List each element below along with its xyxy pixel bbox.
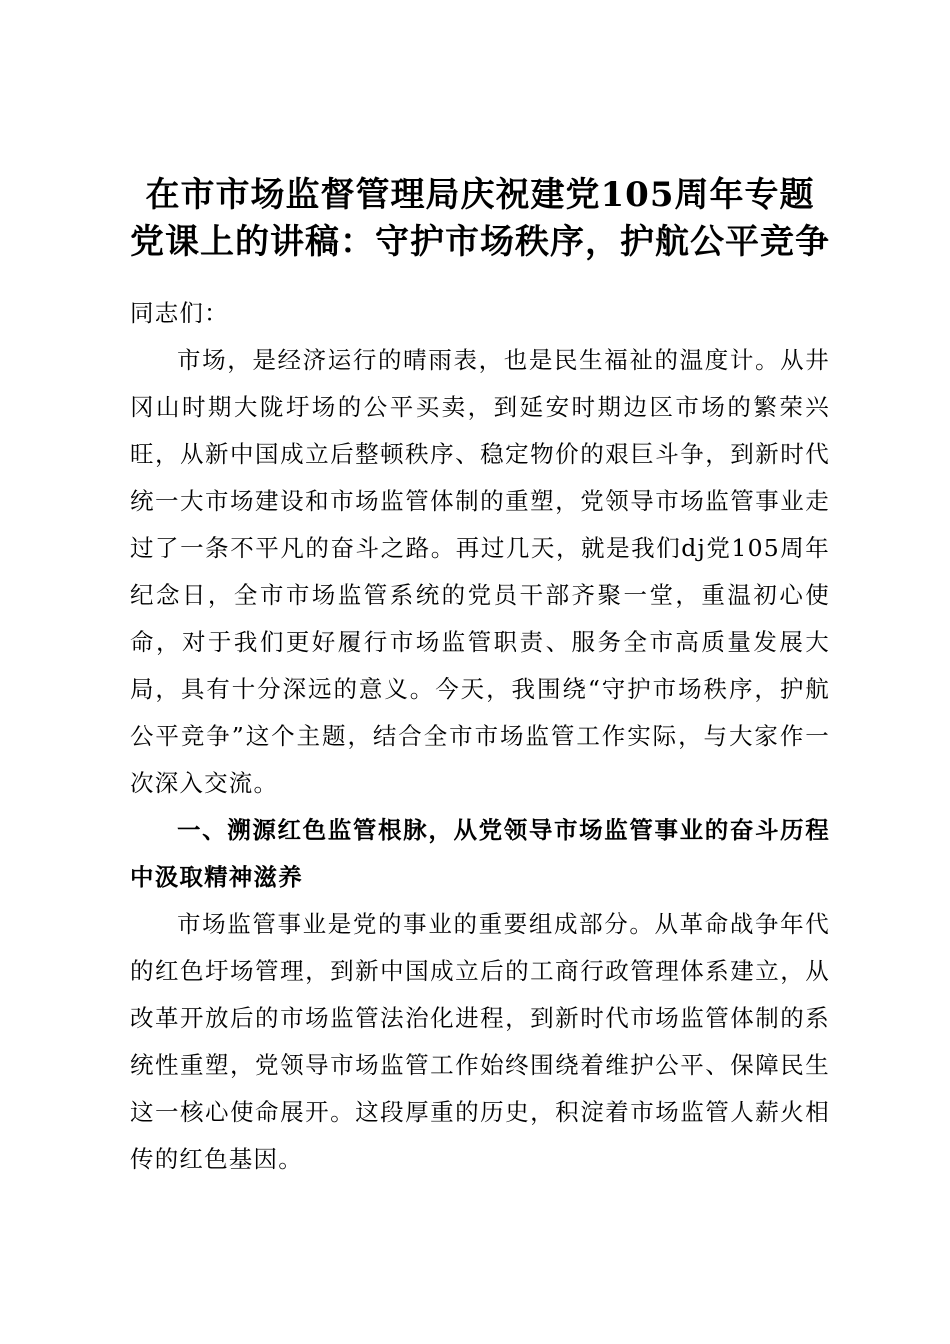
section-heading: 一、溯源红色监管根脉，从党领导市场监管事业的奋斗历程中汲取精神滋养 — [130, 816, 830, 891]
section-paragraph: 市场监管事业是党的事业的重要组成部分。从革命战争年代的红色圩场管理，到新中国成立后的工商行政管理体系建立，从改革开放后的市场监管法治化进程，到新时代市场监管体制的系统性重塑，党领导市场监管工作始终围绕着维护公平、保障民生这一核心使命展开。这段厚重的历史，积淀着市场监管人薪火相传的红色基因。 — [130, 910, 830, 1173]
salutation: 同志们： — [130, 299, 229, 327]
document-title: 在市市场监督管理局庆祝建党105周年专题党课上的讲稿：守护市场秩序，护航公平竞争 — [130, 175, 830, 262]
document-page — [130, 172, 830, 1183]
intro-paragraph: 市场，是经济运行的晴雨表，也是民生福祉的温度计。从井冈山时期大陇圩场的公平买卖，到延安时期边区市场的繁荣兴旺，从新中国成立后整顿秩序、稳定物价的艰巨斗争，到新时代统一大市场建设和市场监管体制的重塑，党领导市场监管事业走过了一条不平凡的奋斗之路。再过几天，就是我们dj党105周年纪念日，全市市场监管系统的党员干部齐聚一堂，重温初心使命，对于我们更好履行市场监管职责、服务全市高质量发展大局，具有十分深远的意义。今天，我围绕“守护市场秩序，护航公平竞争”这个主题，结合全市市场监管工作实际，与大家作一次深入交流。 — [130, 346, 830, 797]
document-body — [130, 290, 830, 1183]
